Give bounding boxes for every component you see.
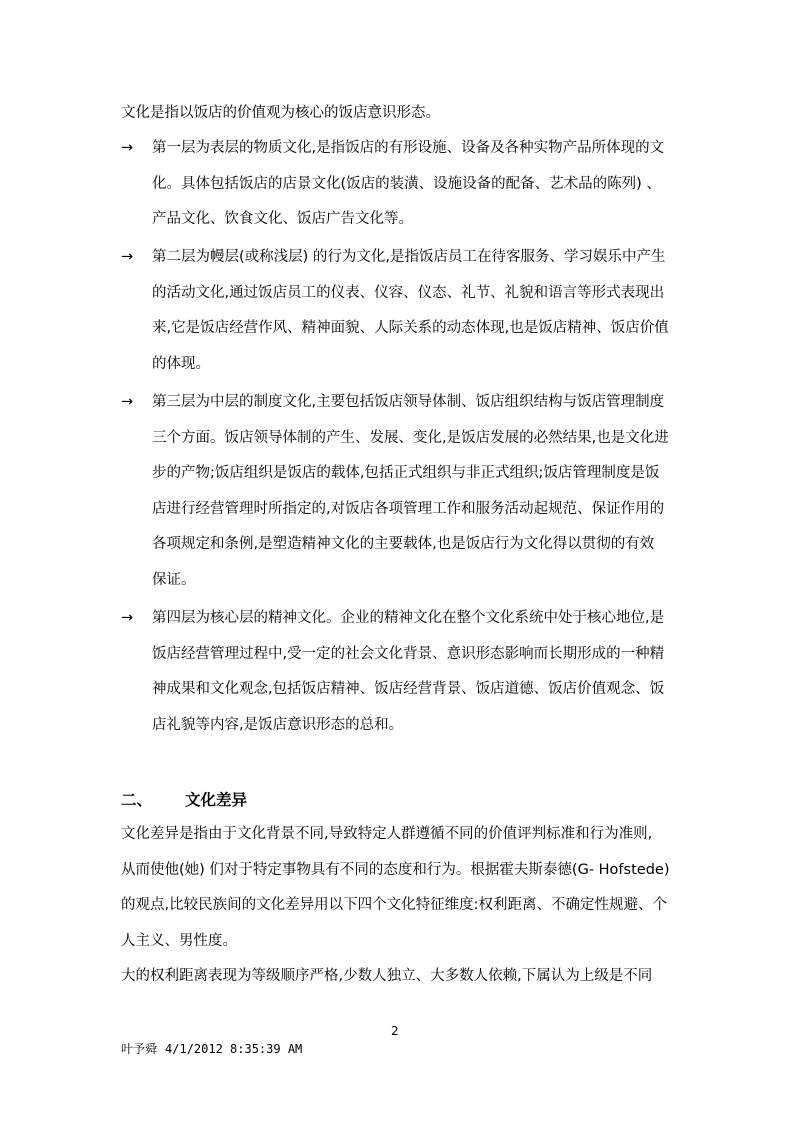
- intro-paragraph: 文化是指以饭店的价值观为核心的饭店意识形态。: [121, 105, 440, 121]
- text-line: 第三层为中层的制度文化,主要包括饭店领导体制、饭店组织结构与饭店管理制度: [152, 394, 665, 410]
- text-line: 的体现。: [152, 355, 210, 372]
- text-line: 来,它是饭店经营作风、精神面貌、人际关系的动态体现,也是饭店精神、饭店价值: [152, 320, 669, 336]
- text-line: 店礼貌等内容,是饭店意识形态的总和。: [152, 716, 404, 733]
- text-line: 人主义、男性度。: [121, 932, 237, 949]
- arrow-icon: →: [121, 394, 134, 410]
- footer-author: 叶予舜: [121, 1042, 158, 1056]
- text-line: 神成果和文化观念,包括饭店精神、饭店经营背景、饭店道德、饭店价值观念、饭: [152, 681, 665, 697]
- bullet-text: [152, 601, 664, 743]
- text-line: 文化差异是指由于文化背景不同,导致特定人群遵循不同的价值评判标准和行为准则,: [121, 826, 653, 842]
- body-paragraph: [121, 817, 669, 995]
- section-title: 文化差异: [185, 791, 248, 809]
- text-line: 饭店经营管理过程中,受一定的社会文化背景、意识形态影响而长期形成的一种精: [152, 645, 665, 662]
- arrow-icon: →: [121, 140, 134, 156]
- footer-timestamp: 4/1/2012 8:35:39 AM: [165, 1042, 303, 1056]
- section-heading: [121, 784, 247, 816]
- text-line: 店进行经营管理时所指定的,对饭店各项管理工作和服务活动起规范、保证作用的: [152, 500, 665, 517]
- text-line: 的观点,比较民族间的文化差异用以下四个文化特征维度:权利距离、不确定性规避、个: [121, 897, 667, 913]
- text-line: 第二层为幔层(或称浅层) 的行为文化,是指饭店员工在待客服务、学习娱乐中产生: [152, 249, 666, 265]
- arrow-icon: →: [121, 249, 134, 265]
- text-line: 从而使他(她) 们对于特定事物具有不同的态度和行为。根据霍夫斯泰德(G- Hofstede): [121, 861, 670, 878]
- text-line: 第四层为核心层的精神文化。企业的精神文化在整个文化系统中处于核心地位,是: [152, 610, 665, 626]
- bullet-text: [152, 131, 664, 238]
- text-line: 化。具体包括饭店的店景文化(饭店的装潢、设施设备的配备、艺术品的陈列) 、: [152, 175, 661, 192]
- text-line: 第一层为表层的物质文化,是指饭店的有形设施、设备及各种实物产品所体现的文: [152, 140, 665, 156]
- arrow-icon: →: [121, 610, 134, 626]
- text-line: 三个方面。饭店领导体制的产生、发展、变化,是饭店发展的必然结果,也是文化进: [152, 429, 669, 446]
- text-line: 保证。: [152, 571, 196, 588]
- page-number: 2: [391, 1024, 399, 1038]
- footer: [121, 1040, 302, 1057]
- bullet-text: [152, 240, 669, 382]
- text-line: 大的权利距离表现为等级顺序严格,少数人独立、大多数人依赖,下属认为上级是不同: [121, 968, 653, 984]
- text-line: 产品文化、饮食文化、饭店广告文化等。: [152, 211, 413, 227]
- section-number: 二、: [121, 791, 153, 809]
- text-line: 步的产物;饭店组织是饭店的载体,包括正式组织与非正式组织;饭店管理制度是饭: [152, 465, 660, 481]
- bullet-text: [152, 385, 669, 598]
- text-line: 各项规定和条例,是塑造精神文化的主要载体,也是饭店行为文化得以贯彻的有效: [152, 536, 655, 552]
- text-line: 的活动文化,通过饭店员工的仪表、仪容、仪态、礼节、礼貌和语言等形式表现出: [152, 284, 665, 301]
